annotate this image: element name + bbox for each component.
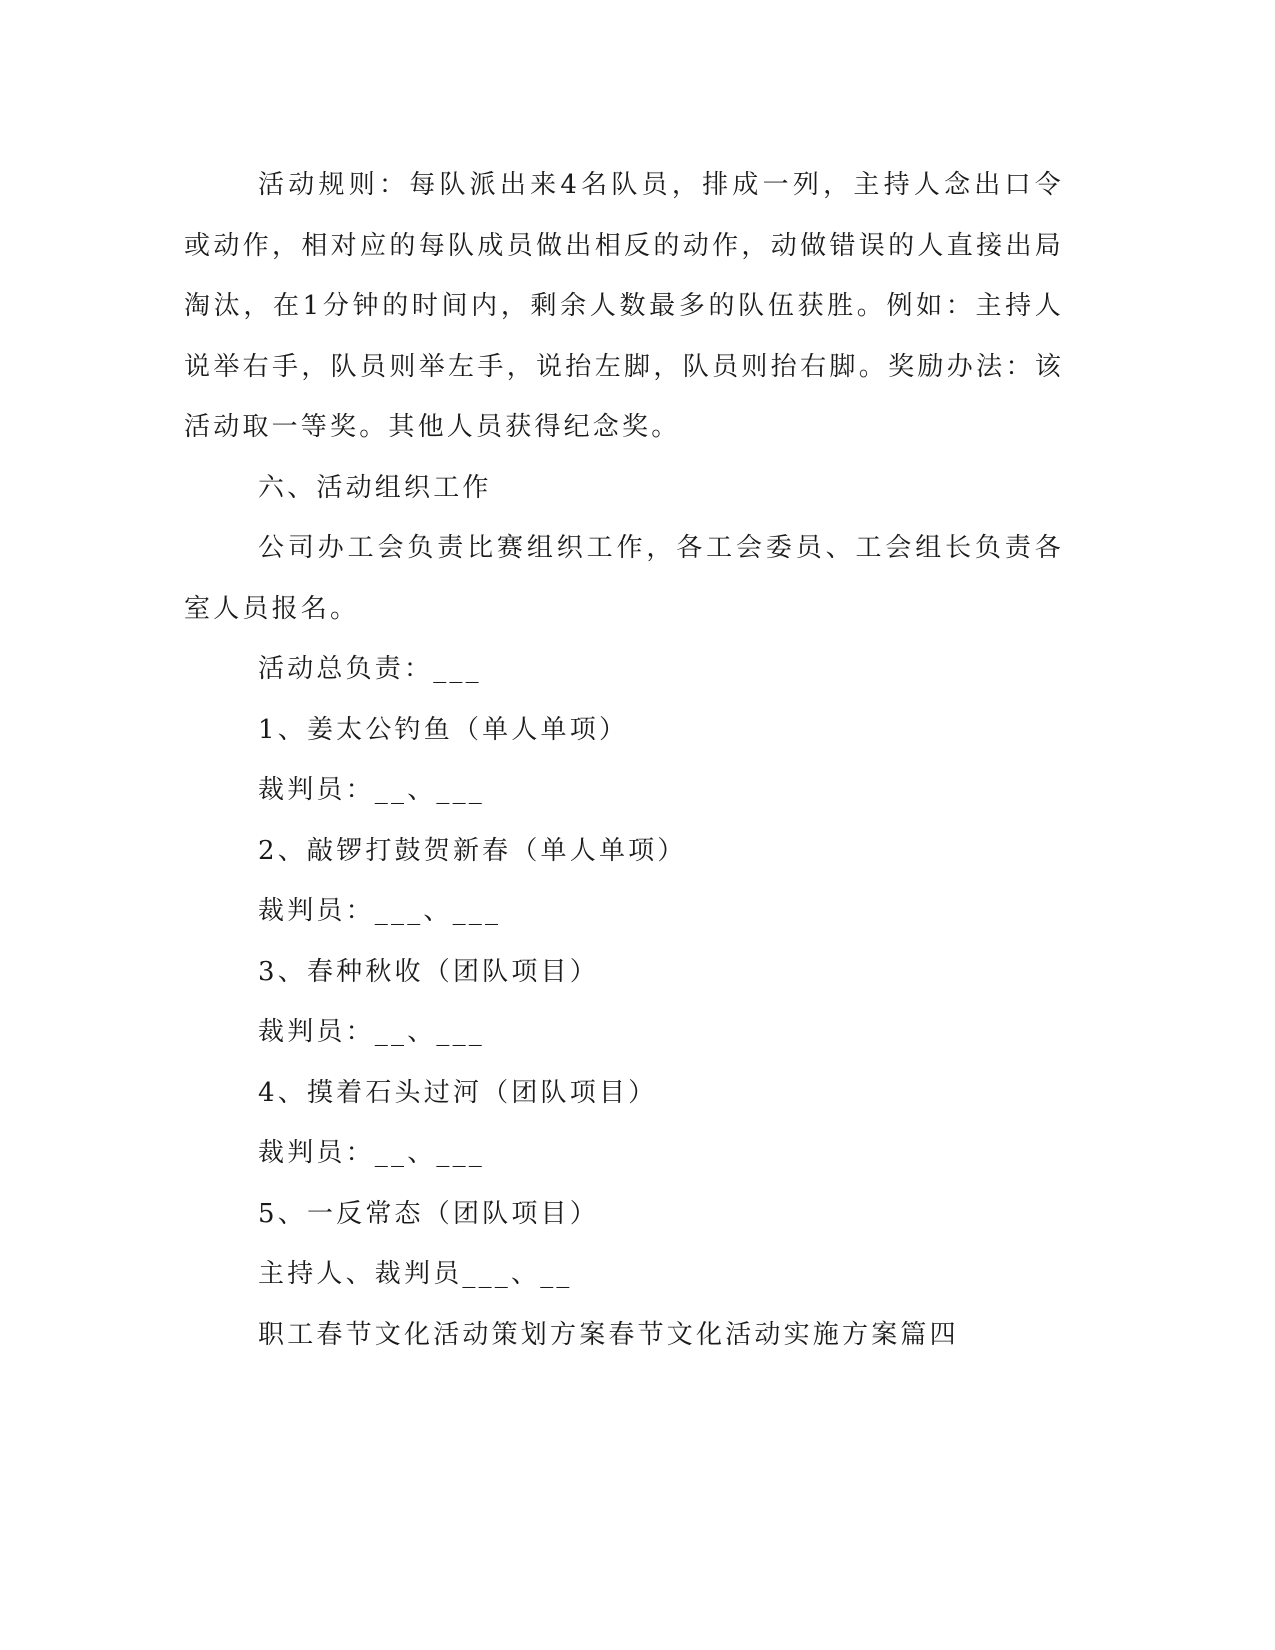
- paragraph-organization: 公司办工会负责比赛组织工作，各工会委员、工会组长负责各室人员报名。: [184, 533, 1064, 624]
- referee-line-1: 裁判员：__、___: [258, 775, 486, 805]
- list-item-event-2: 2、敲锣打鼓贺新春（单人单项）: [258, 835, 687, 866]
- list-item-event-1: 1、姜太公钓鱼（单人单项）: [258, 714, 629, 745]
- referee-line-4: 裁判员：__、___: [258, 1138, 486, 1168]
- referee-line-2: 裁判员：___、___: [258, 896, 502, 926]
- list-item-event-3: 3、春种秋收（团队项目）: [258, 956, 599, 987]
- host-referee-line: 主持人、裁判员___、__: [258, 1259, 573, 1289]
- paragraph-general-lead: 活动总负责：___: [258, 654, 482, 684]
- next-section-title: 职工春节文化活动策划方案春节文化活动实施方案篇四: [258, 1319, 959, 1350]
- list-item-event-4: 4、摸着石头过河（团队项目）: [258, 1077, 658, 1108]
- paragraph-activity-rules: 活动规则：每队派出来4名队员，排成一列，主持人念出口令或动作，相对应的每队成员做出相反的动作，动做错误的人直接出局淘汰，在1分钟的时间内，剩余人数最多的队伍获胜。例如：主持人说举右手，队员则举左手，说抬左脚，队员则抬右脚。奖励办法：该活动取一等奖。其他人员获得纪念奖。: [184, 170, 1064, 442]
- document-body: [184, 155, 1064, 1365]
- referee-line-3: 裁判员：__、___: [258, 1017, 486, 1047]
- section-heading-organization: 六、活动组织工作: [258, 472, 492, 503]
- list-item-event-5: 5、一反常态（团队项目）: [258, 1198, 599, 1229]
